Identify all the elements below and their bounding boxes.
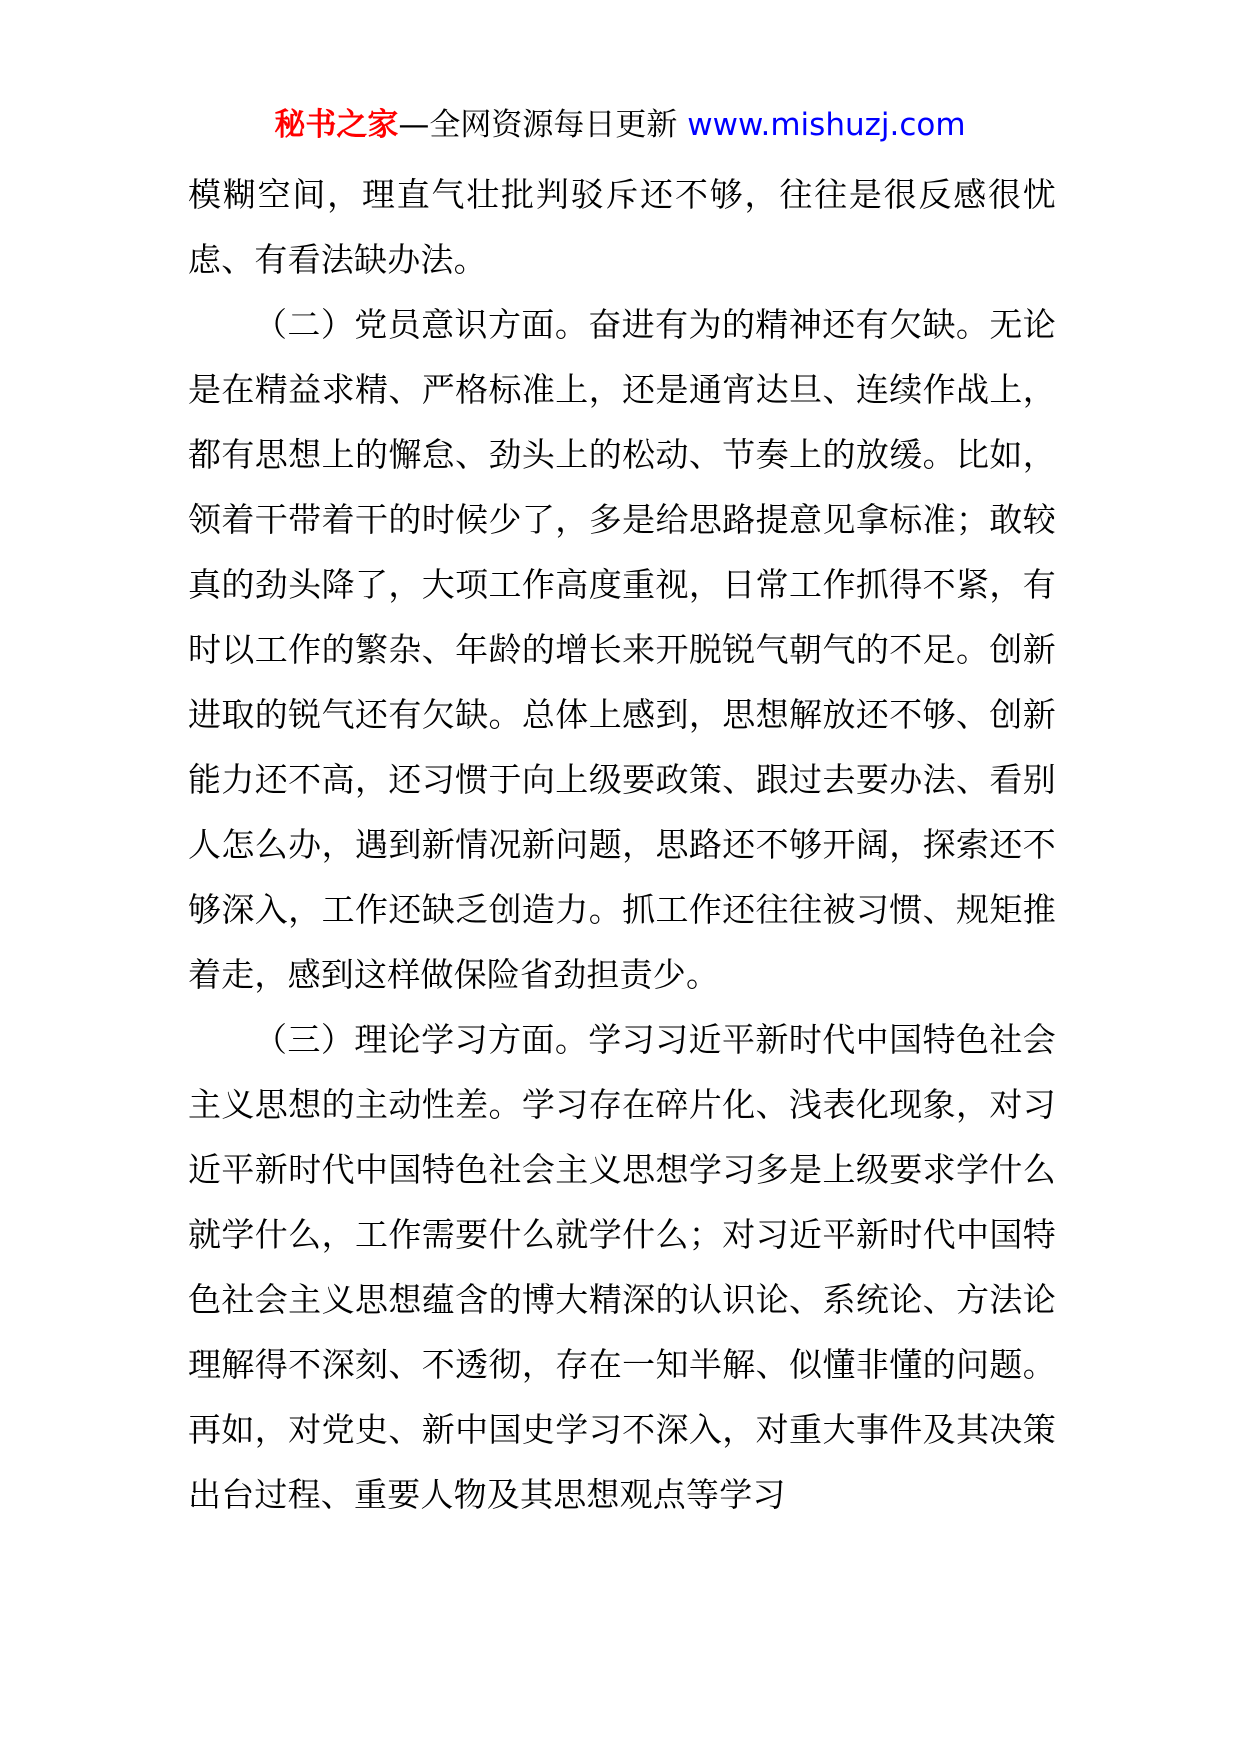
document-body xyxy=(188,162,1056,1527)
header-tagline: —全网资源每日更新 xyxy=(398,107,678,143)
paragraph-party-awareness: （二）党员意识方面。奋进有为的精神还有欠缺。无论是在精益求精、严格标准上，还是通宵达旦、连续作战上，都有思想上的懈怠、劲头上的松动、节奏上的放缓。比如，领着干带着干的时候少了，多是给思路提意见拿标准；敢较真的劲头降了，大项工作高度重视，日常工作抓得不紧，有时以工作的繁杂、年龄的增长来开脱锐气朝气的不足。创新进取的锐气还有欠缺。总体上感到，思想解放还不够、创新能力还不高，还习惯于向上级要政策、跟过去要办法、看别人怎么办，遇到新情况新问题，思路还不够开阔，探索还不够深入，工作还缺乏创造力。抓工作还往往被习惯、规矩推着走，感到这样做保险省劲担责少。 xyxy=(188,305,1056,994)
page-header xyxy=(0,100,1240,150)
paragraph-theory-study: （三）理论学习方面。学习习近平新时代中国特色社会主义思想的主动性差。学习存在碎片化、浅表化现象，对习近平新时代中国特色社会主义思想学习多是上级要求学什么就学什么，工作需要什么就学什么；对习近平新时代中国特色社会主义思想蕴含的博大精深的认识论、系统论、方法论理解得不深刻、不透彻，存在一知半解、似懂非懂的问题。再如，对党史、新中国史学习不深入，对重大事件及其决策出台过程、重要人物及其思想观点等学习 xyxy=(188,1020,1056,1514)
brand-name: 秘书之家 xyxy=(274,107,399,143)
site-url-link[interactable]: www.mishuzj.com xyxy=(687,107,966,143)
paragraph-continuation: 模糊空间，理直气壮批判驳斥还不够，往往是很反感很忧虑、有看法缺办法。 xyxy=(188,175,1056,279)
